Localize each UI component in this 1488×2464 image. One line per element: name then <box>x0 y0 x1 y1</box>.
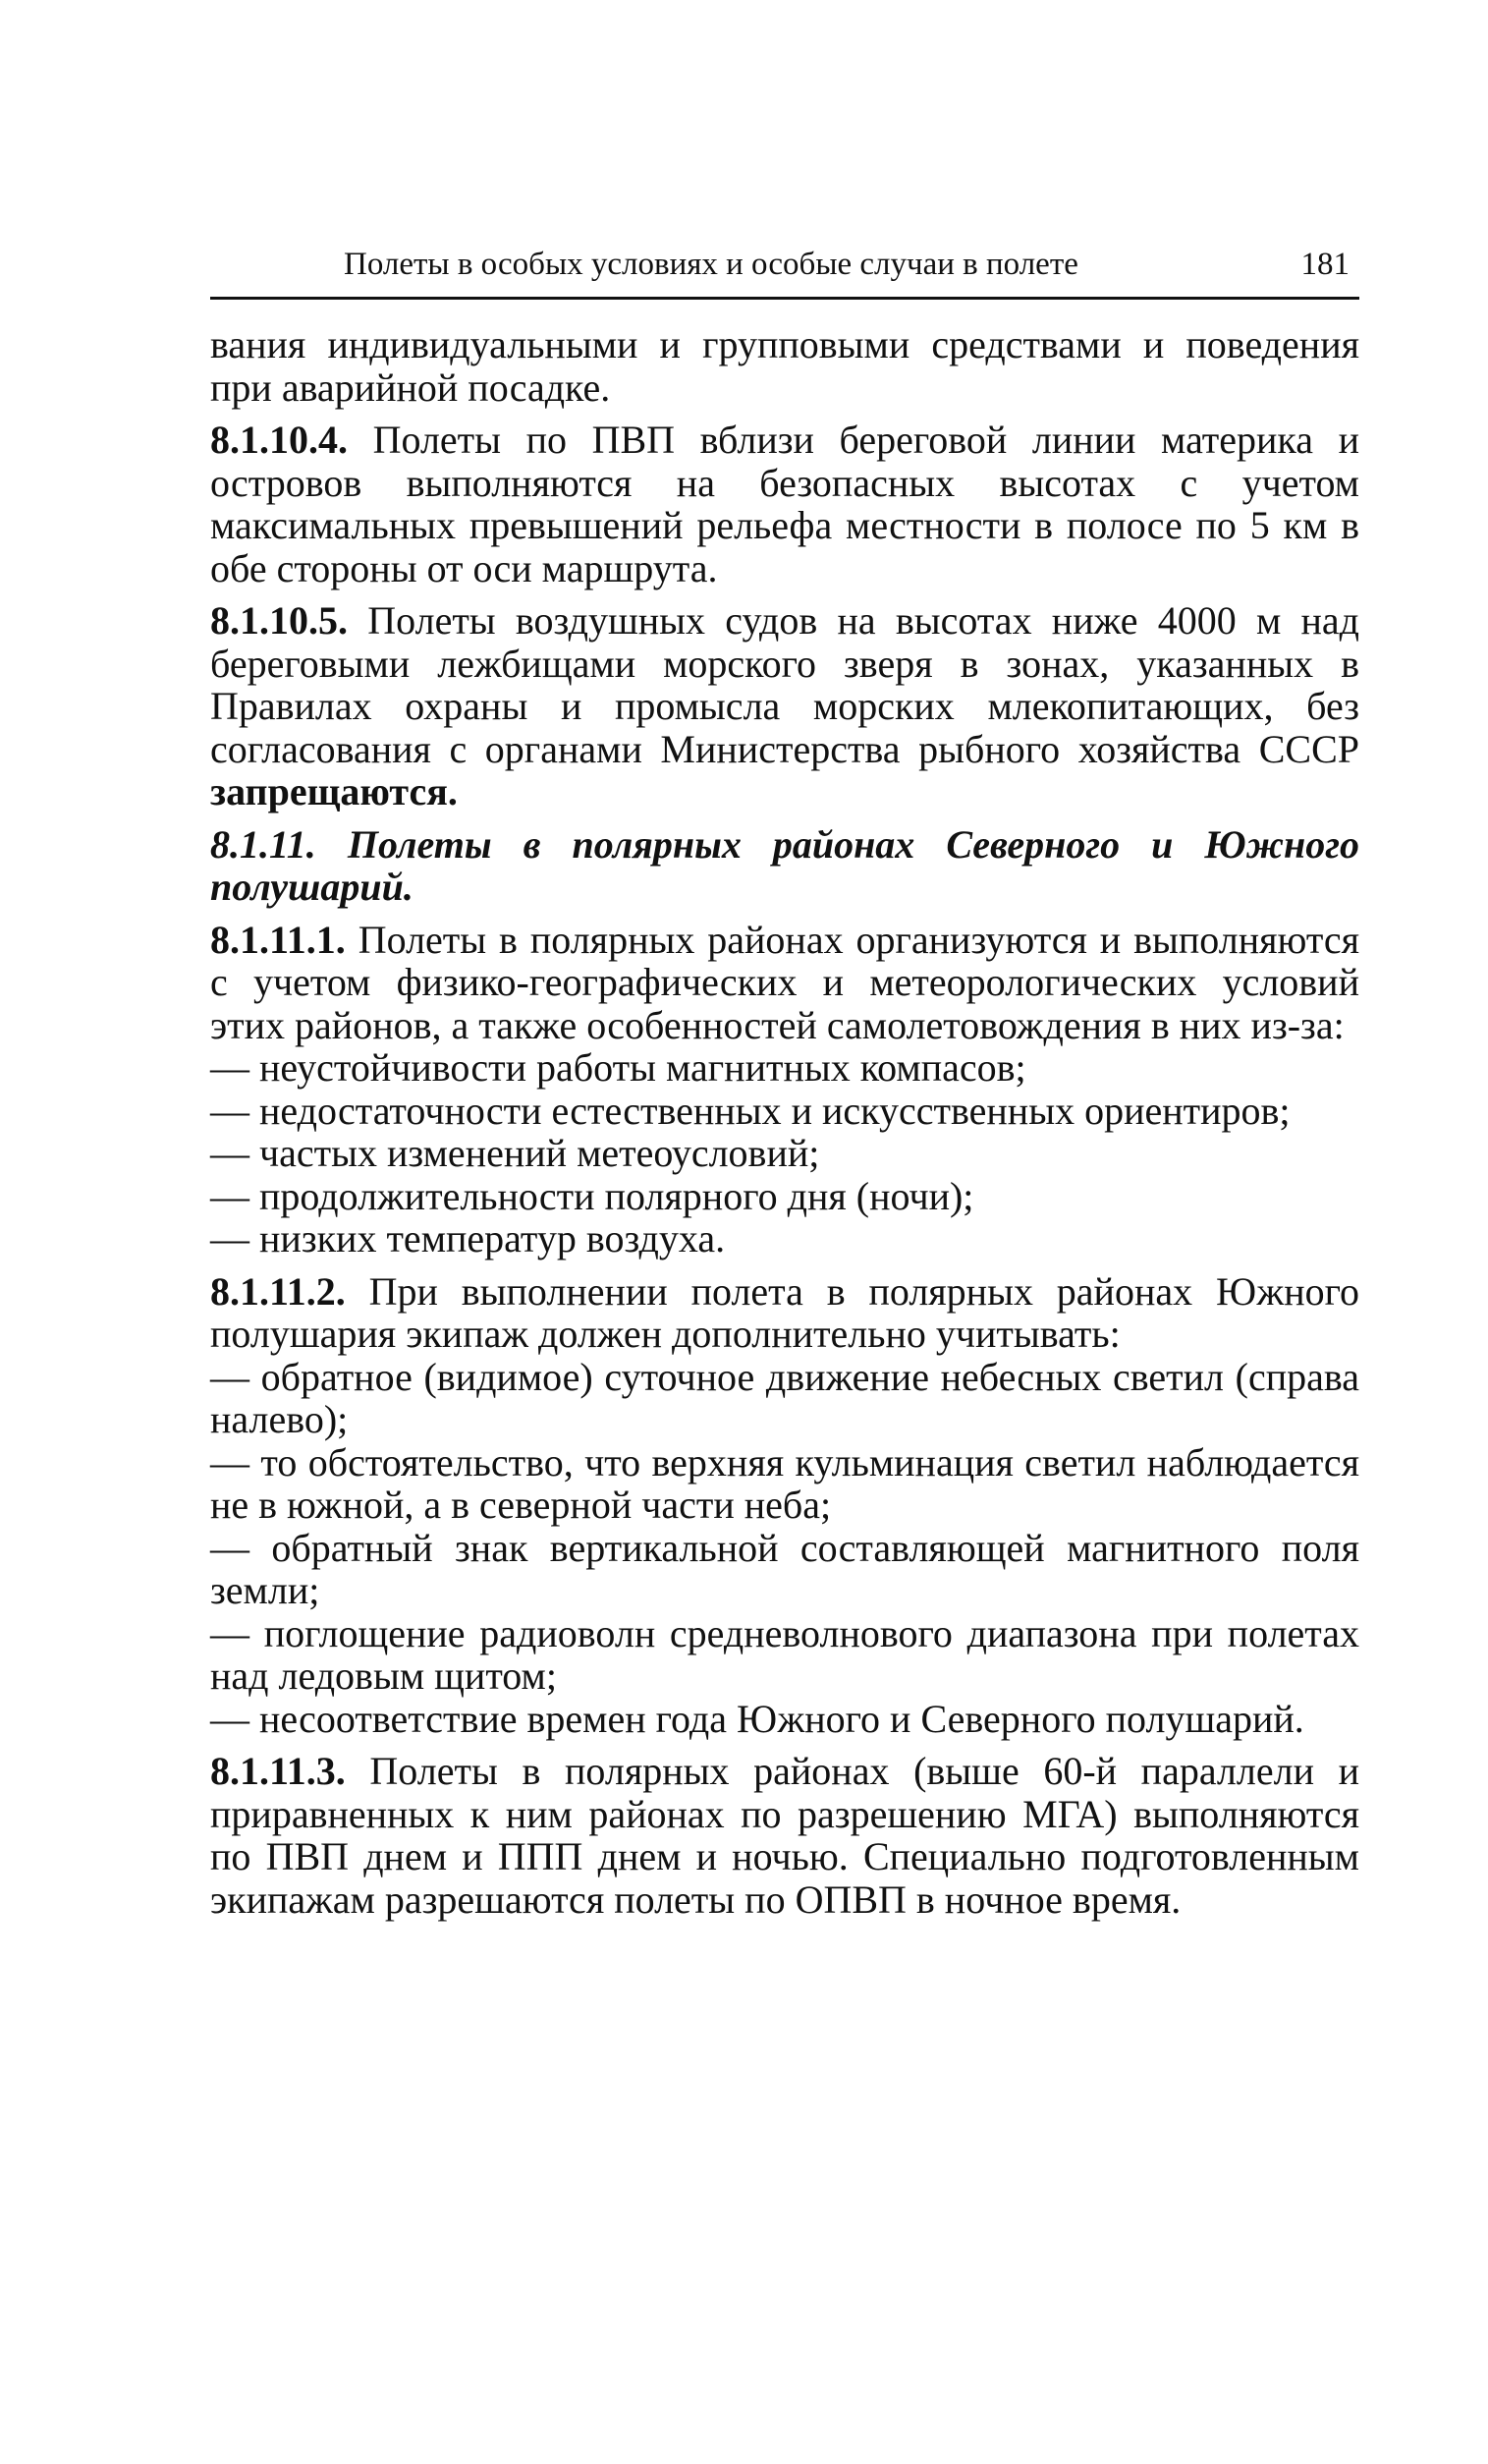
paragraph-8-1-11-2 <box>210 1270 1359 1356</box>
heading-number: 8.1.11. <box>210 821 316 867</box>
paragraph-8-1-10-4 <box>210 419 1359 589</box>
paragraph-8-1-11-1 <box>210 919 1359 1047</box>
paragraph-text: Полеты в полярных районах (выше 60-й параллели и приравненных к ним районах по разрешению МГА) выполняются по ПВП днем и ППП днем и ночью. Специально подготовленным экипажам разрешаются полеты по ОПВП в ночное время. <box>210 1749 1360 1922</box>
clause-number: 8.1.10.5. <box>210 598 348 643</box>
paragraph-text: Полеты в полярных районах организуются и выполняются с учетом физико-географических и метеорологических условий этих районов, а также особенностей самолетовождения в них из-за: <box>210 917 1359 1047</box>
emphasis-text: запрещаются. <box>210 769 458 813</box>
running-head <box>210 232 1359 297</box>
list-item: — неустойчивости работы магнитных компасов; <box>210 1045 1026 1090</box>
list-item: — обратное (видимое) суточное движение небесных светил (справа налево); <box>210 1354 1359 1441</box>
section-heading-8-1-11 <box>210 823 1359 909</box>
paragraph-8-1-11-3 <box>210 1750 1359 1921</box>
paragraph-continuation <box>210 323 1359 409</box>
list-item: — недостаточности естественных и искусственных ориентиров; <box>210 1088 1291 1133</box>
body-text <box>210 323 1359 1921</box>
list-item: — обратный знак вертикальной составляющей магнитного поля земли; <box>210 1525 1359 1612</box>
clause-number: 8.1.10.4. <box>210 418 348 462</box>
heading-text: Полеты в полярных районах Северного и Южного полушарий. <box>210 821 1360 909</box>
header-rule <box>210 297 1359 300</box>
list-item: — поглощение радиоволн средневолнового диапазона при полетах над ледовым щитом; <box>210 1610 1359 1698</box>
paragraph-text: Полеты воздушных судов на высотах ниже 4000 м над береговыми лежбищами морского зверя в зонах, указанных в Правилах охраны и промысла морских млекопитающих, без согласования с органами Министерства рыбного хозяйства СССР <box>210 598 1360 771</box>
list-item: — низких температур воздуха. <box>210 1216 726 1260</box>
clause-number: 8.1.11.1. <box>210 917 346 962</box>
list-item: — частых изменений метеоусловий; <box>210 1131 820 1175</box>
list-item: — то обстоятельство, что верхняя кульминация светил наблюдается не в южной, а в северной части неба; <box>210 1439 1359 1527</box>
paragraph-text: Полеты по ПВП вблизи береговой линии материка и островов выполняются на безопасных высотах с учетом максимальных превышений рельефа местности в полосе по 5 км в обе стороны от оси маршрута. <box>210 418 1360 590</box>
list-item: — несоответствие времен года Южного и Северного полушарий. <box>210 1696 1304 1741</box>
clause-number: 8.1.11.3. <box>210 1749 346 1793</box>
paragraph-8-1-10-5 <box>210 599 1359 813</box>
book-page <box>210 232 1359 1921</box>
paragraph-text: вания индивидуальными и групповыми средствами и поведения при аварийной посадке. <box>210 322 1359 410</box>
page-number: 181 <box>1300 247 1350 282</box>
paragraph-text: При выполнении полета в полярных районах Южного полушария экипаж должен дополнительно учитывать: <box>210 1268 1360 1356</box>
clause-number: 8.1.11.2. <box>210 1268 346 1314</box>
running-title: Полеты в особых условиях и особые случаи в полете <box>344 247 1078 282</box>
list-item: — продолжительности полярного дня (ночи); <box>210 1173 974 1218</box>
